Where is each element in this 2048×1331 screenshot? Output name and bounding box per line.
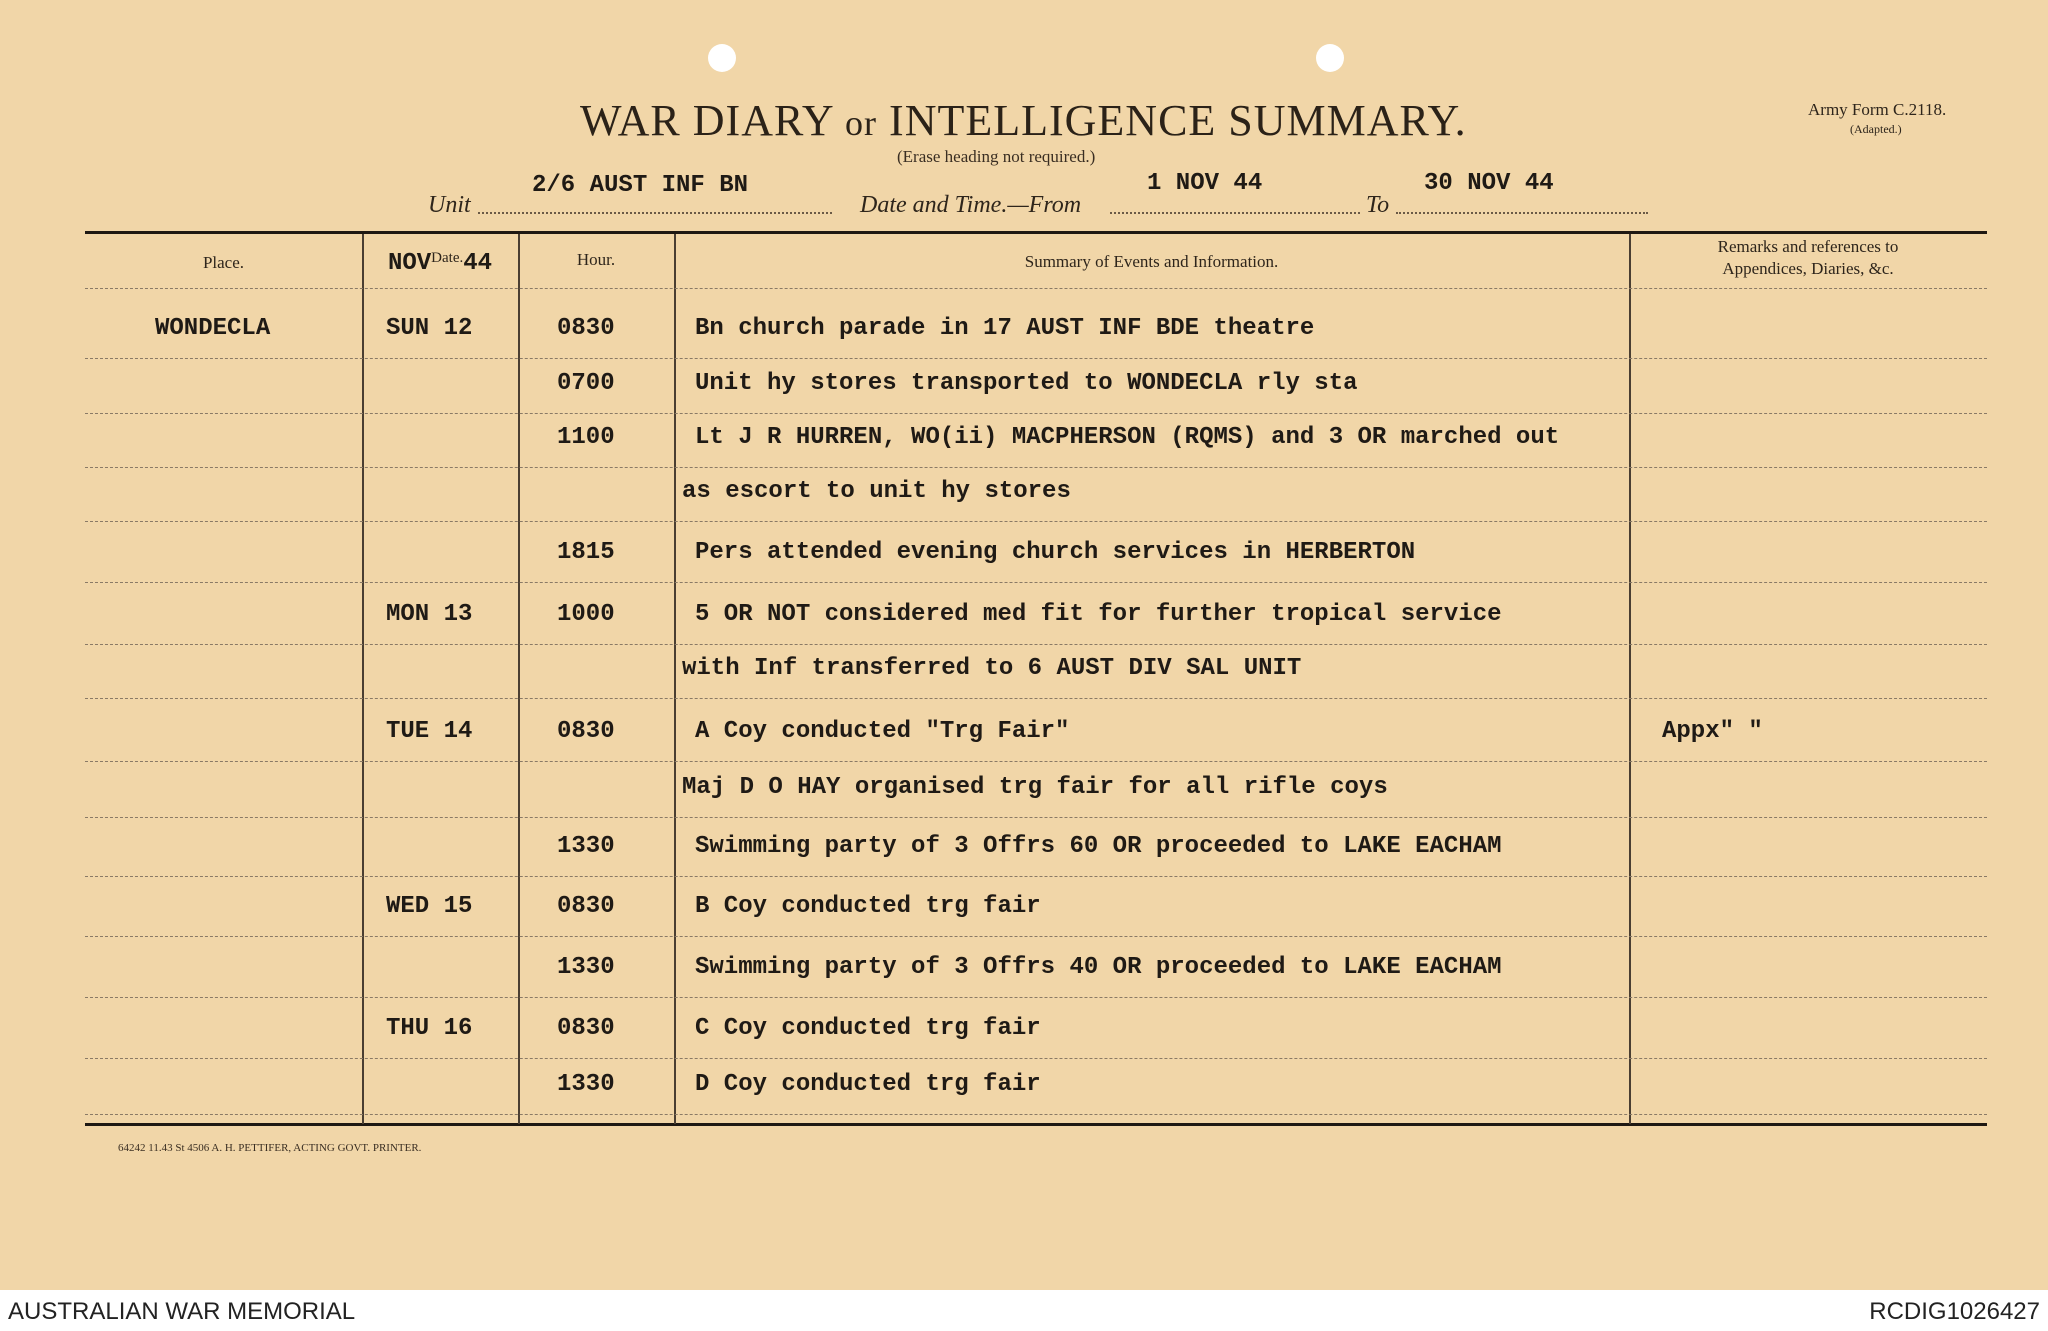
row-divider: [85, 644, 1987, 646]
row-summary: Bn church parade in 17 AUST INF BDE theatre: [695, 315, 1315, 342]
row-summary: Pers attended evening church services in HERBERTON: [695, 539, 1416, 566]
row-summary: Swimming party of 3 Offrs 60 OR proceeded to LAKE EACHAM: [695, 833, 1502, 860]
row-summary: Maj D O HAY organised trg fair for all rifle coys: [682, 774, 1388, 801]
row-hour: 0830: [557, 1015, 615, 1042]
row-date: SUN 12: [386, 315, 473, 342]
form-subtitle: (Erase heading not required.): [897, 147, 1096, 166]
row-hour: 1000: [557, 601, 615, 628]
header-remarks-line1: Remarks and references to: [1717, 237, 1899, 256]
row-summary: A Coy conducted "Trg Fair": [695, 718, 1070, 745]
header-summary: Summary of Events and Information.: [1024, 252, 1279, 271]
row-divider: [85, 413, 1987, 415]
row-divider: [85, 817, 1987, 819]
unit-label: Unit: [428, 192, 471, 218]
row-hour: 1330: [557, 954, 615, 981]
to-dotted-line: [1396, 212, 1648, 214]
unit-dotted-line: [478, 212, 832, 214]
row-summary: C Coy conducted trg fair: [695, 1015, 1041, 1042]
row-hour: 0700: [557, 370, 615, 397]
row-divider: [85, 761, 1987, 763]
row-summary: Swimming party of 3 Offrs 40 OR proceeded to LAKE EACHAM: [695, 954, 1502, 981]
row-hour: 0830: [557, 718, 615, 745]
printer-imprint: 64242 11.43 St 4506 A. H. PETTIFER, ACTING GOVT. PRINTER.: [118, 1142, 422, 1154]
row-divider: [85, 997, 1987, 999]
row-remarks: Appx" ": [1662, 718, 1763, 745]
col-divider-hour: [674, 234, 676, 1124]
row-date: WED 15: [386, 893, 473, 920]
army-form-number: Army Form C.2118.: [1808, 100, 1947, 119]
header-date-year: 44: [463, 250, 493, 277]
row-hour: 1330: [557, 1071, 615, 1098]
header-hour: Hour.: [576, 250, 616, 269]
row-summary: 5 OR NOT considered med fit for further tropical service: [695, 601, 1502, 628]
to-date-value: 30 NOV 44: [1424, 170, 1554, 197]
row-hour: 1100: [557, 424, 615, 451]
header-underline: [85, 288, 1987, 290]
row-divider: [85, 1058, 1987, 1060]
form-title: [580, 95, 1467, 146]
row-summary: B Coy conducted trg fair: [695, 893, 1041, 920]
unit-value: 2/6 AUST INF BN: [532, 172, 749, 199]
from-date-value: 1 NOV 44: [1147, 170, 1263, 197]
punch-hole-right: [1316, 44, 1344, 72]
army-form-adapted: (Adapted.): [1850, 122, 1902, 136]
row-divider: [85, 521, 1987, 523]
from-dotted-line: [1110, 212, 1360, 214]
row-hour: 0830: [557, 315, 615, 342]
to-label: To: [1366, 192, 1390, 218]
row-summary: Unit hy stores transported to WONDECLA rly sta: [695, 370, 1358, 397]
header-date: [362, 250, 518, 277]
row-divider: [85, 358, 1987, 360]
row-hour: 1815: [557, 539, 615, 566]
row-summary: D Coy conducted trg fair: [695, 1071, 1041, 1098]
row-summary: Lt J R HURREN, WO(ii) MACPHERSON (RQMS) and 3 OR marched out: [695, 424, 1560, 451]
col-divider-date: [518, 234, 520, 1124]
row-hour: 1330: [557, 833, 615, 860]
header-remarks-line2: Appendices, Diaries, &c.: [1722, 259, 1894, 278]
footer-institution: AUSTRALIAN WAR MEMORIAL: [8, 1298, 356, 1325]
row-hour: 0830: [557, 893, 615, 920]
title-or: or: [845, 103, 878, 143]
row-divider: [85, 698, 1987, 700]
row-divider: [85, 936, 1987, 938]
table-top-rule: [85, 231, 1987, 234]
row-summary: as escort to unit hy stores: [682, 478, 1071, 505]
row-place: WONDECLA: [155, 315, 271, 342]
row-date: TUE 14: [386, 718, 473, 745]
row-date: MON 13: [386, 601, 473, 628]
title-intelligence-summary: INTELLIGENCE SUMMARY.: [889, 96, 1467, 145]
footer-record-id: RCDIG1026427: [1869, 1298, 2040, 1325]
row-date: THU 16: [386, 1015, 473, 1042]
header-date-label: Date.: [431, 250, 464, 266]
punch-hole-left: [708, 44, 736, 72]
header-place: Place.: [202, 253, 245, 272]
col-divider-place: [362, 234, 364, 1124]
row-divider: [85, 582, 1987, 584]
col-divider-summary: [1629, 234, 1631, 1124]
date-time-label: Date and Time.—From: [860, 192, 1082, 218]
row-divider: [85, 876, 1987, 878]
table-bottom-rule: [85, 1123, 1987, 1126]
row-summary: with Inf transferred to 6 AUST DIV SAL UNIT: [682, 655, 1302, 682]
row-divider: [85, 467, 1987, 469]
row-divider: [85, 1114, 1987, 1116]
title-war-diary: WAR DIARY: [580, 96, 834, 145]
header-date-month: NOV: [387, 250, 432, 277]
